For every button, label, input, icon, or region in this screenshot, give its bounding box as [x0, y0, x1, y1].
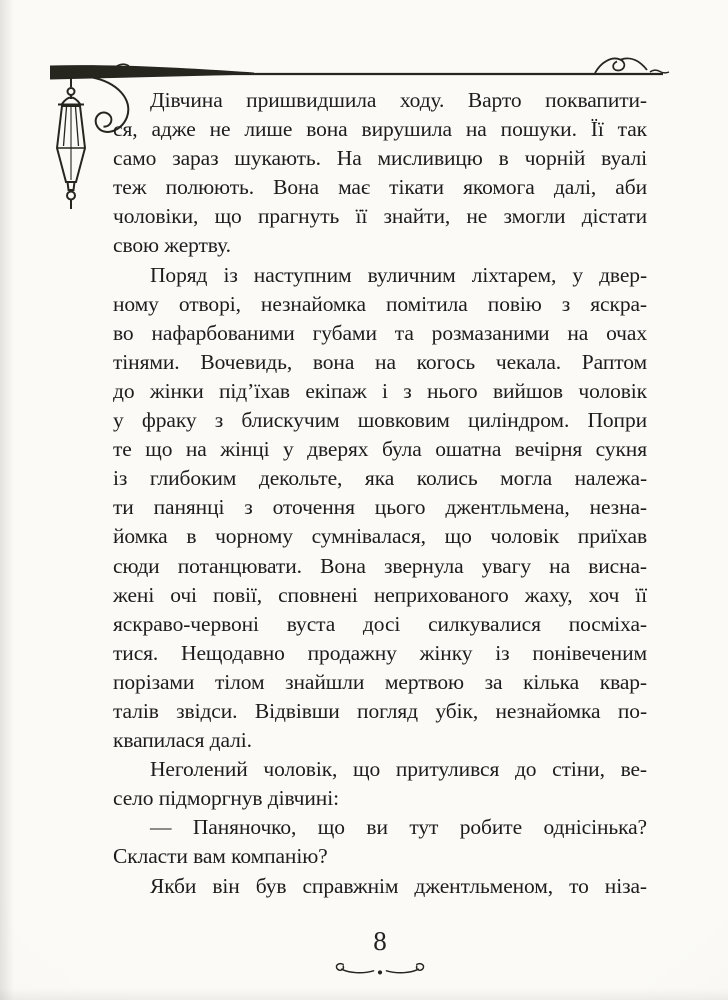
text-line: квапилася далі.	[113, 728, 252, 753]
text-line: тися. Нещодавно продажну жінку із понівеченим	[113, 640, 647, 665]
page-number: 8	[373, 926, 387, 956]
text-line: у фраку з блискучим шовковим циліндром. Попри	[113, 408, 647, 433]
text-line: во нафарбованими губами та розмазаними на очах	[113, 320, 647, 345]
text-line: талів звідси. Відвівши погляд убік, незнайомка по-	[113, 698, 647, 723]
text-line: Якби він був справжнім джентльменом, то ніза-	[150, 873, 647, 898]
text-line: жені очі повії, сповнені неприхованого жаху, хоч її	[113, 582, 647, 607]
text-line: Дівчина пришвидшила ходу. Варто поквапити-	[150, 88, 647, 112]
text-line: Неголений чоловік, що притулився до стіни, ве-	[150, 757, 647, 782]
text-line: теж полюють. Вона має тікати якомога далі, аби	[113, 175, 647, 200]
text-line: свою жертву.	[113, 233, 231, 258]
text-line: порізами тілом знайшли мертвою за кілька квар-	[113, 669, 647, 694]
text-line: тінями. Вочевидь, вона на когось чекала. Раптом	[113, 349, 647, 374]
lantern-icon	[57, 76, 85, 209]
text-line: село підморгнув дівчині:	[113, 786, 339, 811]
text-line: Поряд із наступним вуличним ліхтарем, у двер-	[150, 262, 647, 287]
page-footer	[320, 926, 440, 980]
text-line: яскраво-червоні вуста досі силкувалися посміха-	[113, 611, 647, 636]
text-line: із глибоким декольте, яка колись могла належа-	[113, 466, 647, 491]
text-line: ному отворі, незнайомка помітила повію з яскра-	[113, 291, 647, 316]
text-line: — Паняночко, що ви тут робите однісінька?	[150, 815, 647, 840]
text-line: те що на жінці у дверях була ошатна вечірня сукня	[113, 437, 647, 462]
text-line: сюди потанцювати. Вона звернула увагу на висна-	[113, 553, 647, 578]
text-line: Скласти вам компанію?	[113, 844, 328, 869]
text-block	[113, 86, 647, 901]
footer-flourish-icon	[332, 956, 428, 980]
header-rule	[50, 65, 663, 79]
text-line: йомка в чорному сумнівалася, що чоловік приїхав	[113, 524, 647, 549]
text-line: до жінки під’їхав екіпаж і з нього вийшов чоловік	[113, 378, 647, 403]
text-line: само зараз шукають. На мисливицю в чорній вуалі	[113, 146, 647, 171]
text-line: ся, адже не лише вона вирушила на пошуки. Її так	[113, 117, 647, 142]
rule-curl-icon	[595, 58, 669, 73]
text-line: ти панянці з оточення цього джентльмена, незна-	[113, 495, 647, 520]
text-line: чоловіки, що прагнуть її знайти, не змогли дістати	[113, 204, 647, 229]
